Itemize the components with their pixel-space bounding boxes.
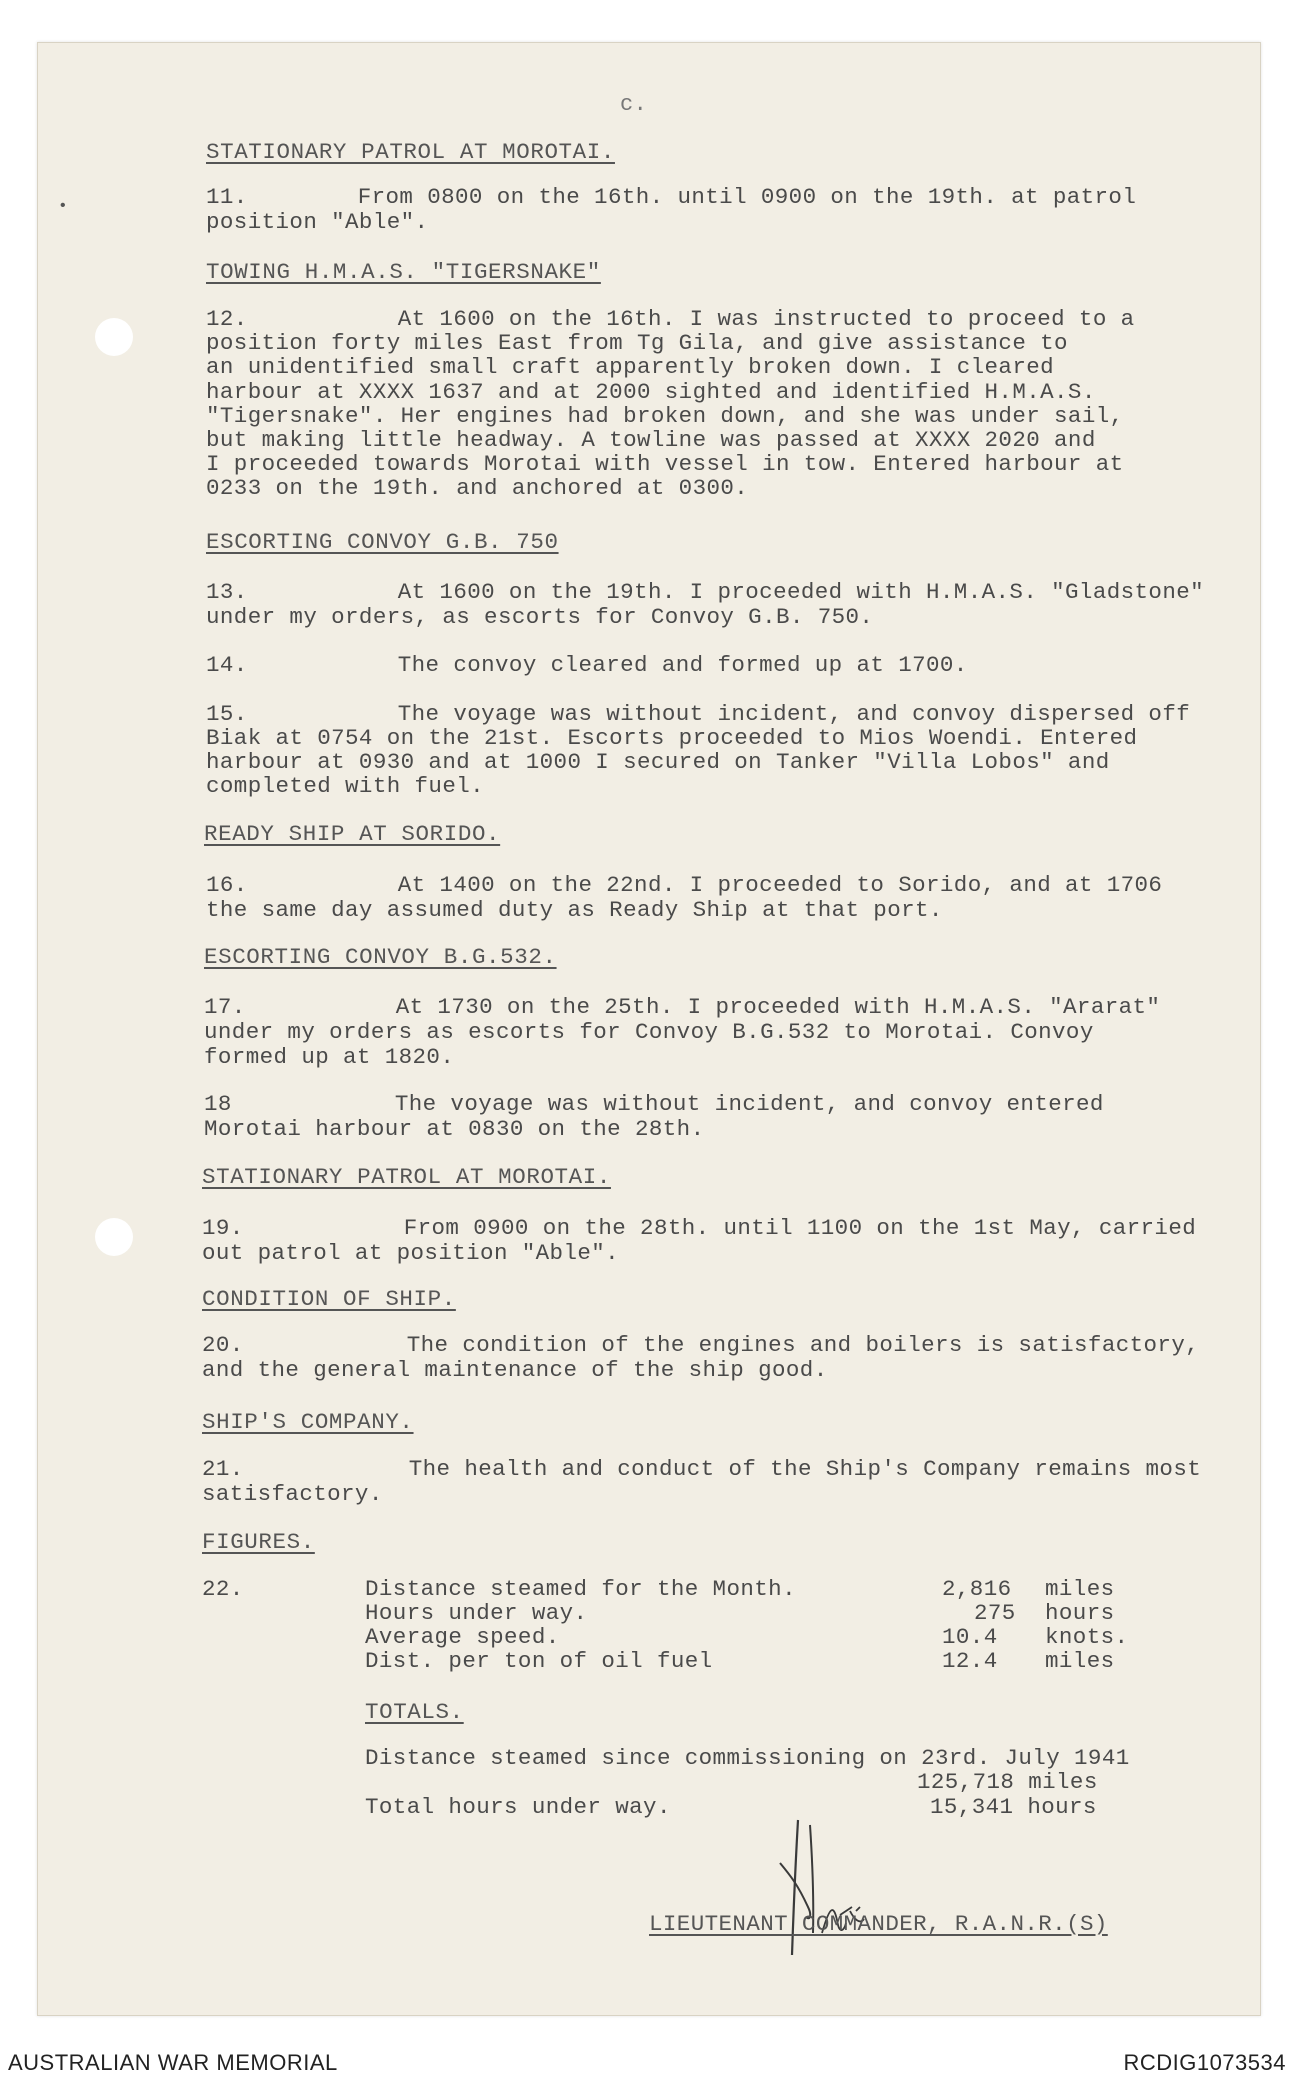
text-line: "Tigersnake". Her engines had broken down, and she was under sail, <box>206 402 1124 429</box>
totals-line: Distance steamed since commissioning on 23rd. July 1941 <box>365 1745 1130 1771</box>
totals-value: 125,718 miles <box>917 1769 1098 1795</box>
figure-unit: hours <box>1045 1600 1115 1626</box>
text-line: The voyage was without incident, and convoy dispersed off <box>397 701 1191 727</box>
section-heading: TOWING H.M.A.S. "TIGERSNAKE" <box>206 259 601 285</box>
paragraph-number: 20. <box>202 1332 244 1358</box>
section-heading: STATIONARY PATROL AT MOROTAI. <box>206 139 615 165</box>
paragraph-number: 17. <box>204 994 246 1020</box>
figure-label: Dist. per ton of oil fuel <box>365 1648 713 1674</box>
section-heading: ESCORTING CONVOY G.B. 750 <box>206 529 559 555</box>
text-line: The health and conduct of the Ship's Company remains most <box>408 1456 1202 1482</box>
text-line: and the general maintenance of the ship good. <box>202 1357 828 1383</box>
paragraph-12 <box>206 307 1196 501</box>
paragraph-20 <box>202 1332 1200 1383</box>
paragraph-number: 16. <box>206 872 248 898</box>
footer-record-id: RCDIG1073534 <box>1123 2050 1286 2075</box>
margin-mark: • <box>58 197 69 215</box>
figure-label: Hours under way. <box>365 1600 588 1626</box>
section-heading: ESCORTING CONVOY B.G.532. <box>204 944 557 970</box>
text-line: under my orders, as escorts for Convoy G.B. 750. <box>206 604 874 630</box>
text-line: Morotai harbour at 0830 on the 28th. <box>204 1116 705 1142</box>
paragraph-15 <box>206 702 1196 798</box>
section-heading: CONDITION OF SHIP. <box>202 1286 456 1312</box>
text-line: At 1730 on the 25th. I proceeded with H.M.A.S. "Ararat" <box>395 994 1161 1020</box>
punch-hole <box>95 1218 133 1256</box>
text-line: harbour at 0930 and at 1000 I secured on Tanker "Villa Lobos" and <box>206 749 1110 775</box>
paragraph-number: 12. <box>206 306 248 332</box>
text-line: position "Able". <box>206 209 429 235</box>
paragraph-number: 22. <box>202 1576 244 1602</box>
section-heading: READY SHIP AT SORIDO. <box>204 821 501 847</box>
text-line: I proceeded towards Morotai with vessel in tow. Entered harbour at <box>206 451 1124 478</box>
paragraph-number: 13. <box>206 579 248 605</box>
text-line: At 1600 on the 19th. I proceeded with H.M.A.S. "Gladstone" <box>397 579 1205 605</box>
text-line: At 1400 on the 22nd. I proceeded to Sorido, and at 1706 <box>397 872 1163 898</box>
footer-institution: AUSTRALIAN WAR MEMORIAL <box>8 2050 338 2075</box>
figure-unit: miles <box>1045 1576 1115 1602</box>
text-line: Biak at 0754 on the 21st. Escorts proceeded to Mios Woendi. Entered <box>206 725 1138 751</box>
text-line: under my orders as escorts for Convoy B.G.532 to Morotai. Convoy <box>204 1019 1094 1045</box>
figure-value: 10.4 <box>942 1624 998 1650</box>
section-heading: STATIONARY PATROL AT MOROTAI. <box>202 1164 611 1190</box>
signature-title: LIEUTENANT COMMANDER, R.A.N.R.(S) <box>649 1911 1108 1937</box>
totals-heading: TOTALS. <box>365 1699 464 1725</box>
totals-value: 15,341 hours <box>930 1794 1097 1820</box>
text-line: From 0800 on the 16th. until 0900 on the 19th. at patrol <box>357 184 1137 210</box>
text-line: formed up at 1820. <box>204 1044 455 1070</box>
figure-value: 2,816 <box>942 1576 1012 1602</box>
figure-label: Distance steamed for the Month. <box>365 1576 796 1602</box>
text-line: out patrol at position "Able". <box>202 1240 620 1266</box>
text-line: At 1600 on the 16th. I was instructed to proceed to a <box>397 306 1135 332</box>
paragraph-18 <box>204 1092 1194 1142</box>
paragraph-number: 18 <box>204 1091 232 1117</box>
paragraph-number: 21. <box>202 1456 244 1482</box>
text-line: the same day assumed duty as Ready Ship at that port. <box>206 897 943 923</box>
paragraph-17 <box>204 995 1194 1070</box>
text-line: position forty miles East from Tg Gila, and give assistance to <box>206 330 1068 357</box>
text-line: but making little headway. A towline was passed at XXXX 2020 and <box>206 427 1096 454</box>
text-line: satisfactory. <box>202 1481 383 1507</box>
text-line: completed with fuel. <box>206 773 485 799</box>
paragraph-number: 15. <box>206 701 248 727</box>
text-line: From 0900 on the 28th. until 1100 on the 1st May, carried <box>403 1215 1197 1241</box>
figure-value: 12.4 <box>942 1648 998 1674</box>
totals-label: Total hours under way. <box>365 1794 671 1820</box>
paragraph-16 <box>206 873 1196 923</box>
paragraph-21 <box>202 1456 1202 1507</box>
figure-value: 275 <box>974 1600 1016 1626</box>
paragraph-19 <box>202 1215 1197 1266</box>
text-line: The convoy cleared and formed up at 1700. <box>397 652 968 678</box>
section-heading: FIGURES. <box>202 1529 315 1555</box>
page-mark: c. <box>620 92 648 117</box>
paragraph-number: 14. <box>206 652 248 678</box>
text-line: harbour at XXXX 1637 and at 2000 sighted and identified H.M.A.S. <box>206 378 1096 405</box>
paragraph-13 <box>206 579 1205 630</box>
text-line: 0233 on the 19th. and anchored at 0300. <box>206 475 749 502</box>
punch-hole <box>95 318 133 356</box>
text-line: The voyage was without incident, and convoy entered <box>394 1091 1104 1117</box>
paragraph-number: 11. <box>206 184 248 210</box>
paragraph-14 <box>206 653 1196 678</box>
text-line: an unidentified small craft apparently broken down. I cleared <box>206 354 1055 381</box>
figure-unit: knots. <box>1045 1624 1129 1650</box>
paragraph-11 <box>206 185 1196 235</box>
text-line: The condition of the engines and boilers is satisfactory, <box>406 1332 1200 1358</box>
figure-label: Average speed. <box>365 1624 560 1650</box>
figure-unit: miles <box>1045 1648 1115 1674</box>
handwritten-signature <box>770 1815 880 1965</box>
section-heading: SHIP'S COMPANY. <box>202 1409 414 1435</box>
paragraph-number: 19. <box>202 1215 244 1241</box>
